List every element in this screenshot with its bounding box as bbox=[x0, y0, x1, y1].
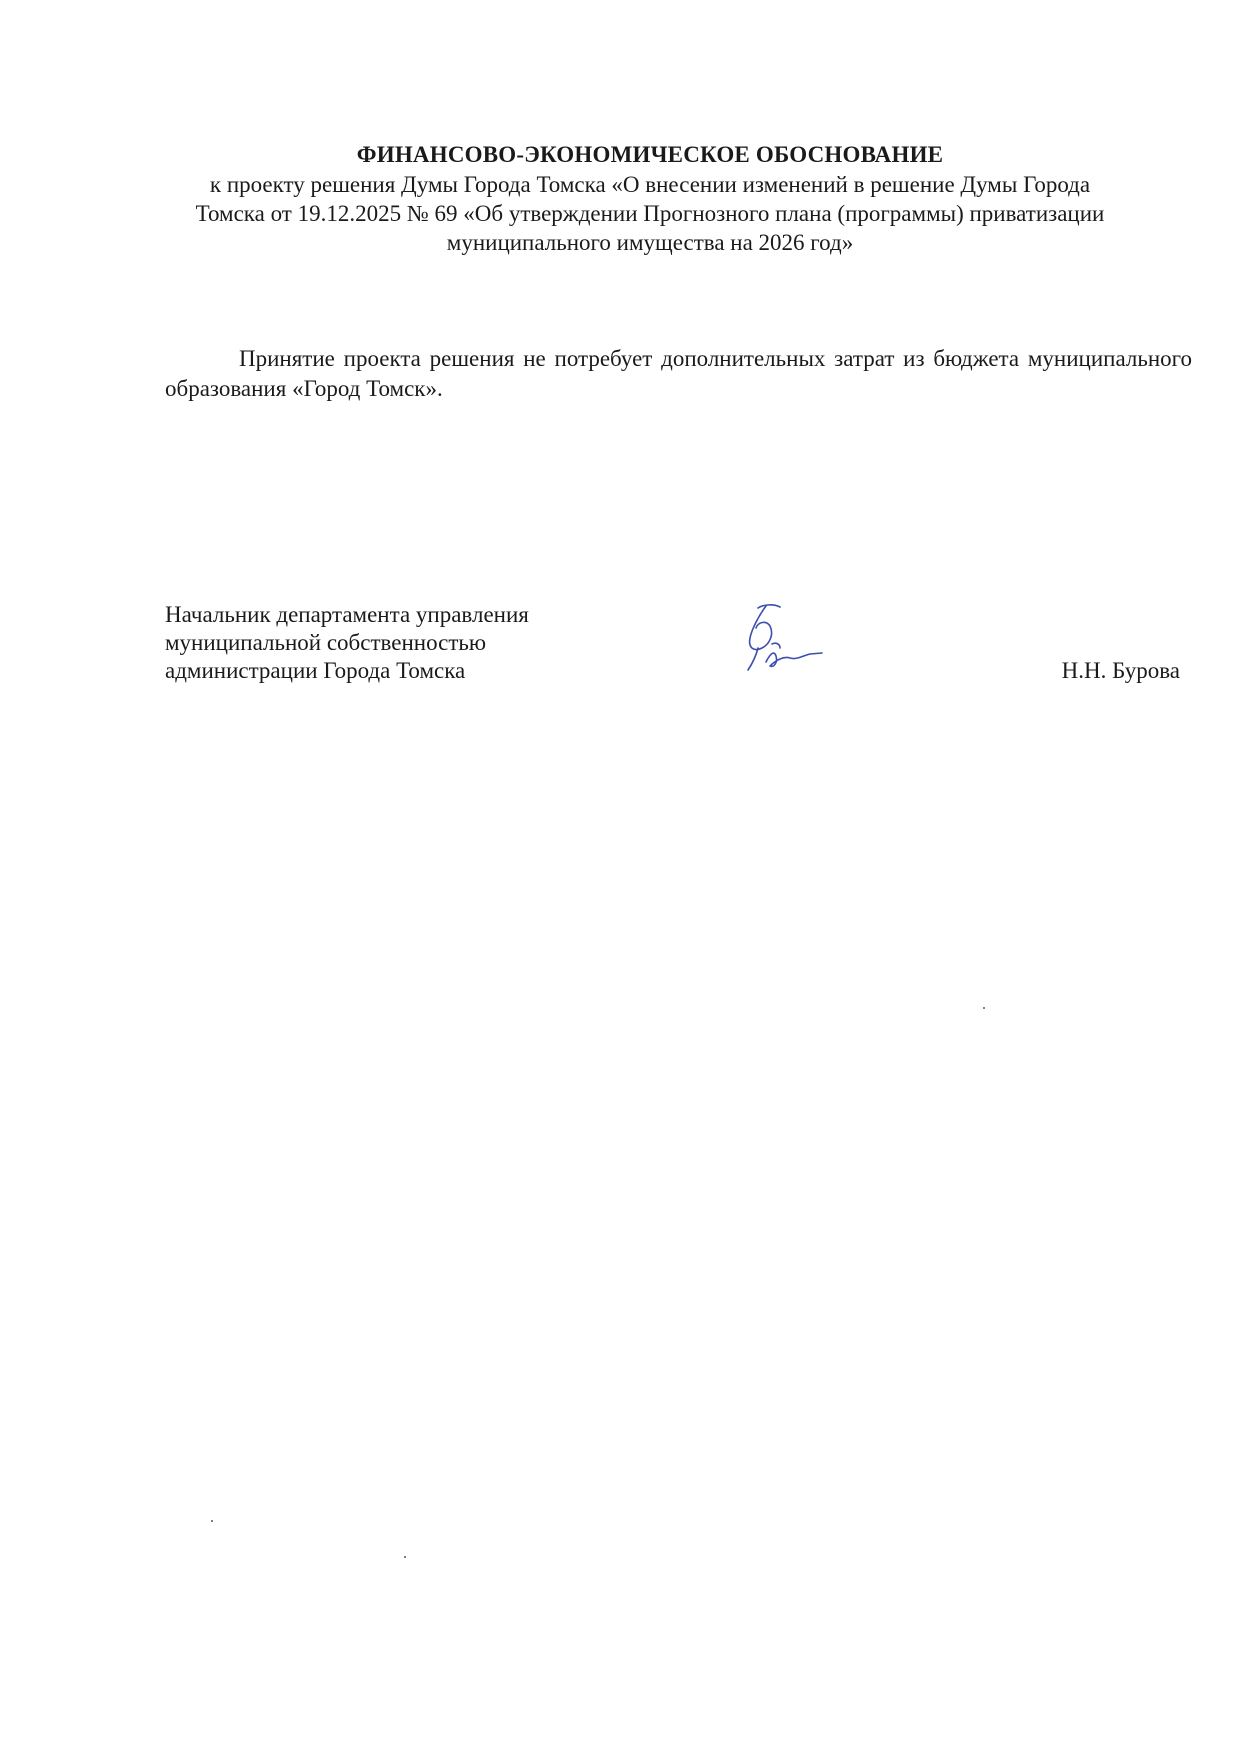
document-subtitle-line: муниципального имущества на 2026 год» bbox=[446, 230, 854, 255]
signer-name: Н.Н. Бурова bbox=[1061, 658, 1180, 683]
document-subtitle-line: к проекту решения Думы Города Томска «О внесении изменений в решение Думы Города bbox=[209, 172, 1091, 197]
signer-position-line: администрации Города Томска bbox=[165, 658, 466, 683]
scan-speck bbox=[211, 1520, 213, 1522]
scan-speck bbox=[404, 1556, 406, 1558]
signer-position-line: муниципальной собственностью bbox=[165, 630, 487, 655]
body-paragraph: Принятие проекта решения не потребует дополнительных затрат из бюджета муниципального образования «Город Томск». bbox=[165, 346, 1192, 401]
signer-position-line: Начальник департамента управления bbox=[165, 602, 529, 627]
document-title: ФИНАНСОВО-ЭКОНОМИЧЕСКОЕ ОБОСНОВАНИЕ bbox=[356, 142, 944, 167]
handwritten-signature bbox=[730, 598, 830, 678]
signer-position bbox=[165, 601, 645, 685]
title-block bbox=[150, 140, 1150, 257]
scan-speck bbox=[983, 1007, 985, 1009]
document-subtitle-line: Томска от 19.12.2025 № 69 «Об утверждении Прогнозного плана (программы) приватизации bbox=[195, 201, 1105, 226]
